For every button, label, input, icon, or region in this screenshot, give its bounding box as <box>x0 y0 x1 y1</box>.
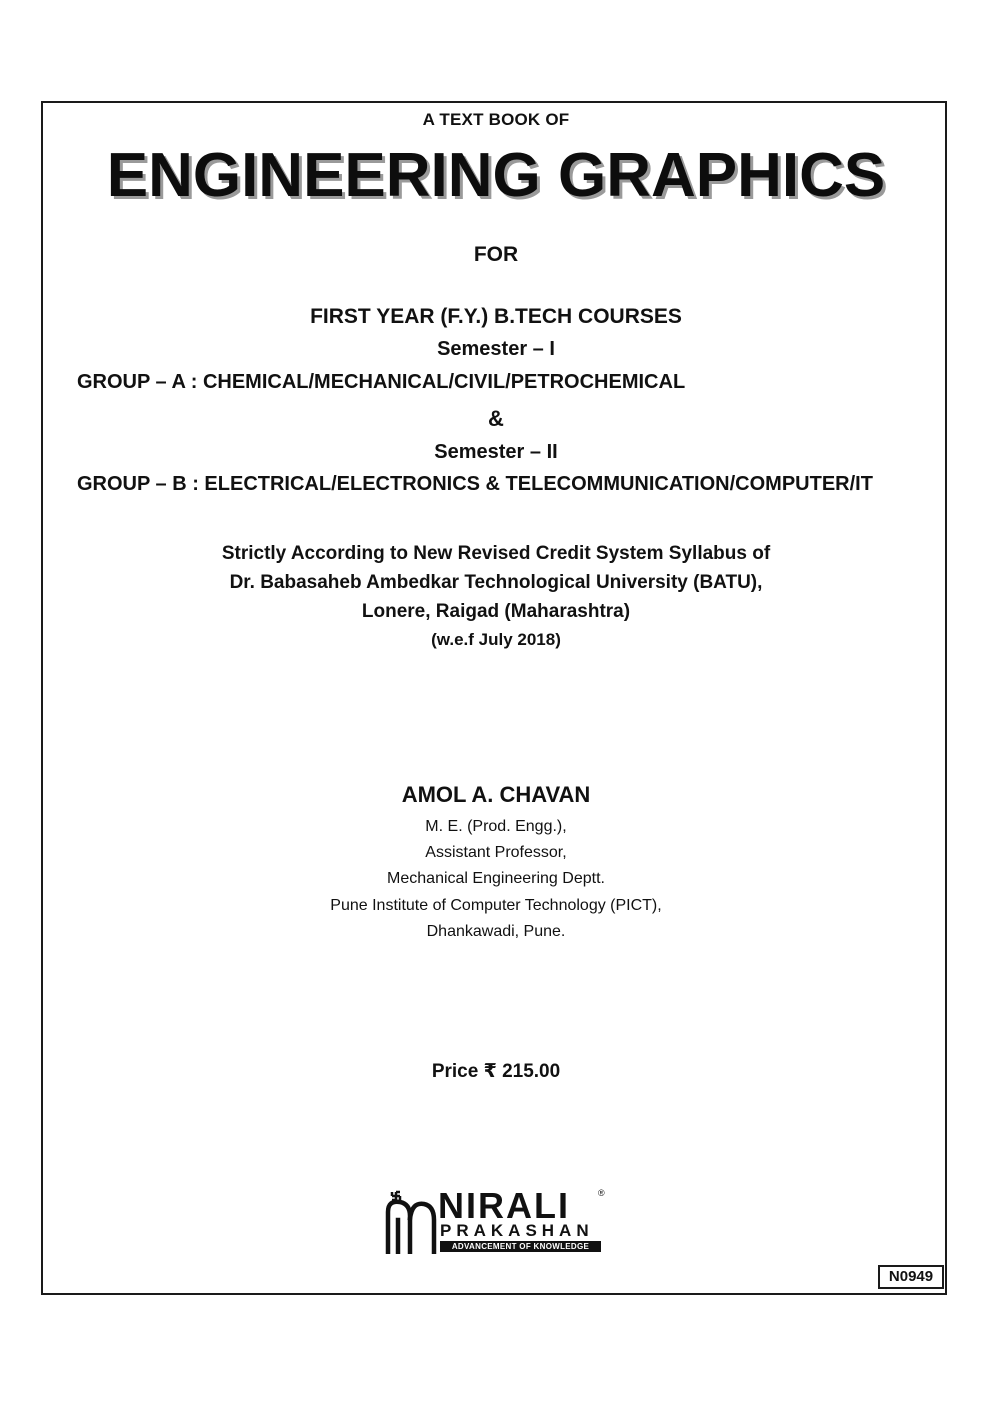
syllabus-line-3: Lonere, Raigad (Maharashtra) <box>361 601 631 622</box>
author-department: Mechanical Engineering Deptt. <box>387 870 605 887</box>
author-position: Assistant Professor, <box>425 844 567 861</box>
book-title: ENGINEERING GRAPHICS <box>106 141 886 210</box>
syllabus-line-2: Dr. Babasaheb Ambedkar Technological University (BATU), <box>229 572 763 593</box>
publisher-name: NIRALI <box>438 1185 570 1226</box>
effective-date: (w.e.f July 2018) <box>431 630 561 649</box>
cover-border <box>41 101 947 1295</box>
course-line: FIRST YEAR (F.Y.) B.TECH COURSES <box>310 305 682 328</box>
for-label: FOR <box>473 243 519 266</box>
syllabus-line-1: Strictly According to New Revised Credit System Syllabus of <box>221 543 771 564</box>
author-institute: Pune Institute of Computer Technology (PICT), <box>330 897 662 914</box>
author-name: AMOL A. CHAVAN <box>401 782 591 807</box>
group-b: GROUP – B : ELECTRICAL/ELECTRONICS & TELECOMMUNICATION/COMPUTER/IT <box>77 473 873 495</box>
price-label: Price ₹ 215.00 <box>431 1061 561 1082</box>
kicker-text: A TEXT BOOK OF <box>422 110 570 129</box>
group-a: GROUP – A : CHEMICAL/MECHANICAL/CIVIL/PETROCHEMICAL <box>77 371 686 393</box>
author-qualification: M. E. (Prod. Engg.), <box>425 818 567 835</box>
publisher-subname: PRAKASHAN <box>440 1221 594 1240</box>
semester-1: Semester – I <box>437 338 555 360</box>
ampersand: & <box>488 406 504 431</box>
author-location: Dhankawadi, Pune. <box>426 923 566 940</box>
registered-mark: ® <box>598 1188 605 1198</box>
publisher-tagline: ADVANCEMENT OF KNOWLEDGE <box>440 1241 601 1252</box>
book-code: N0949 <box>878 1265 944 1289</box>
semester-2: Semester – II <box>434 441 558 463</box>
